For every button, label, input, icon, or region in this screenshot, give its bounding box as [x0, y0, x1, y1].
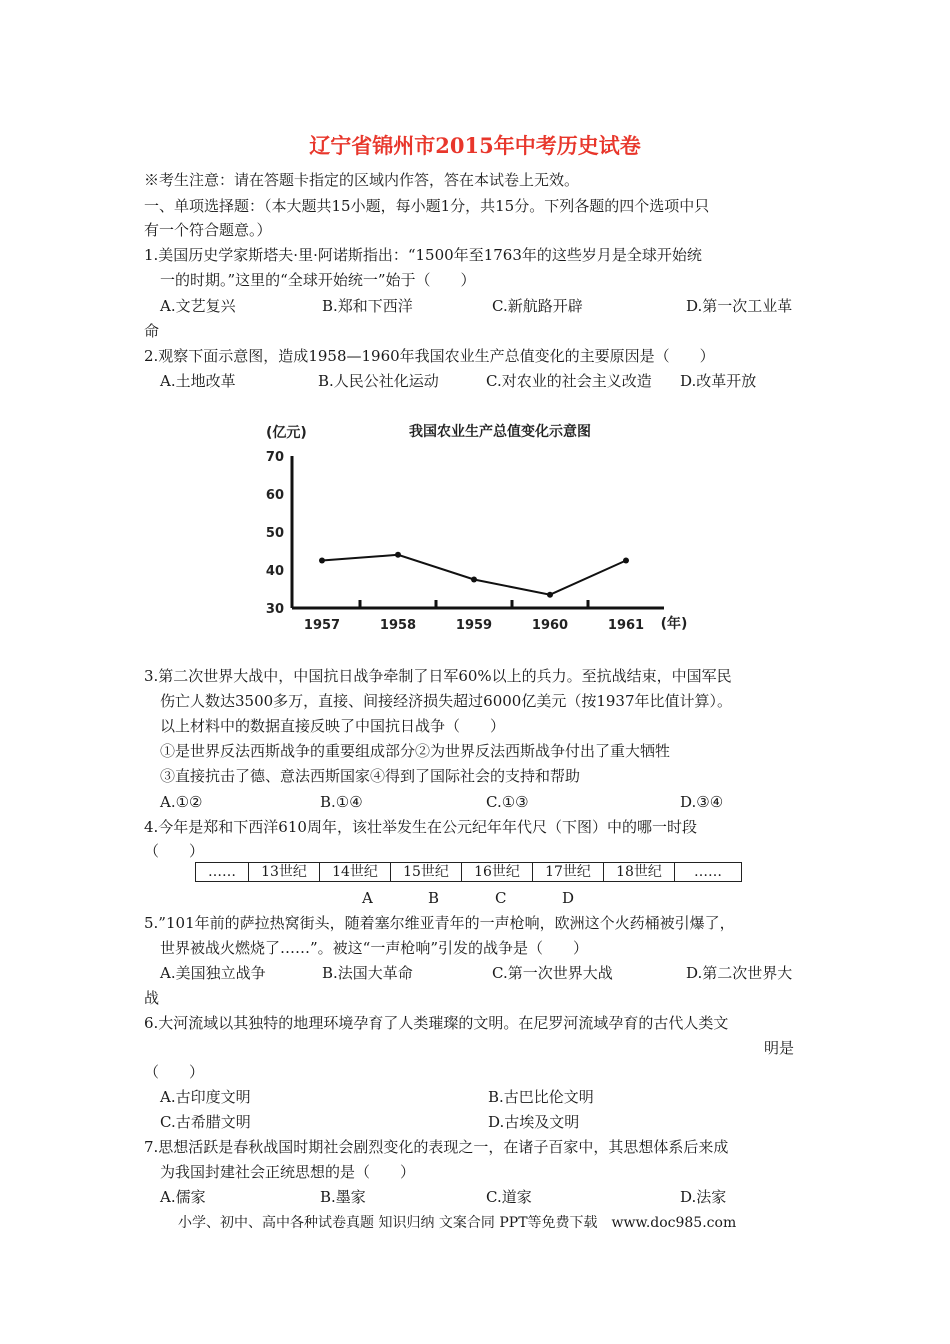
page-title: 辽宁省锦州市2015年中考历史试卷: [309, 133, 641, 158]
timeline-cell: ……: [675, 863, 742, 882]
q6-option-a: A.古印度文明: [160, 1088, 251, 1106]
timeline-cell: 17世纪: [533, 863, 604, 882]
q5-option-d: D.第二次世界大: [686, 964, 793, 982]
chart-ylabel: (亿元): [266, 425, 307, 441]
x-tick-label: 1959: [455, 618, 493, 633]
q2-stem: 2.观察下面示意图，造成1958—1960年我国农业生产总值变化的主要原因是（ ）: [144, 347, 715, 365]
y-tick-label: 40: [265, 564, 284, 579]
q5-option-c: C.第一次世界大战: [492, 964, 613, 982]
q7-option-a: A.儒家: [160, 1188, 206, 1206]
x-tick-label: 1961: [607, 618, 645, 633]
timeline-mark-a: A: [362, 889, 373, 907]
q7-option-b: B.墨家: [320, 1188, 366, 1206]
q2-option-c: C.对农业的社会主义改造: [486, 372, 652, 390]
q1-stem-line2: 一的时期。”这里的“全球开始统一”始于（ ）: [160, 271, 476, 289]
y-tick-label: 30: [265, 602, 284, 617]
q3-option-c: C.①③: [486, 793, 529, 811]
q1-stem-line1: 1.美国历史学家斯塔夫·里·阿诺斯指出：“1500年至1763年的这些岁月是全球开始统: [144, 246, 702, 264]
y-tick-label: 60: [265, 488, 284, 503]
q6-option-c: C.古希腊文明: [160, 1113, 251, 1131]
q6-option-d: D.古埃及文明: [488, 1113, 580, 1131]
q6-stem-line1-wrap: 明是: [764, 1039, 795, 1057]
chart-xlabel: (年): [660, 616, 688, 632]
q3-statement-line2: ③直接抗击了德、意法西斯国家④得到了国际社会的支持和帮助: [160, 767, 581, 785]
data-point: [319, 558, 325, 564]
x-tick-label: 1960: [531, 618, 569, 633]
q3-stem-line3: 以上材料中的数据直接反映了中国抗日战争（ ）: [160, 717, 506, 735]
q6-option-b: B.古巴比伦文明: [488, 1088, 594, 1106]
q5-stem-line1: 5.”101年前的萨拉热窝街头，随着塞尔维亚青年的一声枪响，欧洲这个火药桶被引爆了，: [144, 914, 735, 932]
q7-stem-line1: 7.思想活跃是春秋战国时期社会剧烈变化的表现之一，在诸子百家中，其思想体系后来成: [144, 1138, 729, 1156]
timeline-cell: 15世纪: [391, 863, 462, 882]
q1-option-b: B.郑和下西洋: [322, 297, 413, 315]
timeline-ruler: [195, 862, 742, 882]
section-heading-line2: 有一个符合题意。）: [144, 221, 272, 239]
q3-statement-line1: ①是世界反法西斯战争的重要组成部分②为世界反法西斯战争付出了重大牺牲: [160, 742, 671, 760]
x-tick-label: 1957: [303, 618, 341, 633]
q3-stem-line2: 伤亡人数达3500多万，直接、间接经济损失超过6000亿美元（按1937年比值计算）。: [160, 692, 733, 710]
q1-option-d: D.第一次工业革: [686, 297, 793, 315]
q3-stem-line1: 3.第二次世界大战中，中国抗日战争牵制了日军60%以上的兵力。至抗战结束，中国军民: [144, 667, 732, 685]
q1-option-d-wrap: 命: [144, 322, 160, 340]
q2-option-a: A.土地改革: [160, 372, 236, 390]
data-point: [471, 577, 477, 583]
timeline-cell: 16世纪: [462, 863, 533, 882]
q3-option-b: B.①④: [320, 793, 363, 811]
timeline-mark-d: D: [562, 889, 575, 907]
agriculture-output-chart: [250, 410, 710, 645]
page-footer: 小学、初中、高中各种试卷真题 知识归纳 文案合同 PPT等免费下载 www.doc985.com: [178, 1215, 737, 1231]
timeline-mark-c: C: [495, 889, 507, 907]
chart-title: 我国农业生产总值变化示意图: [409, 424, 591, 440]
q6-stem-line2: （ ）: [144, 1063, 205, 1081]
q3-option-d: D.③④: [680, 793, 724, 811]
exam-notice: ※考生注意：请在答题卡指定的区域内作答，答在本试卷上无效。: [144, 171, 580, 189]
q4-stem-line2: （ ）: [144, 842, 205, 860]
q5-stem-line2: 世界被战火燃烧了……”。被这“一声枪响”引发的战争是（ ）: [160, 939, 589, 957]
q5-option-d-wrap: 战: [144, 989, 160, 1007]
data-point: [623, 558, 629, 564]
timeline-cell: ……: [196, 863, 249, 882]
q7-stem-line2: 为我国封建社会正统思想的是（ ）: [160, 1163, 416, 1181]
series-line: [322, 555, 626, 595]
x-tick-label: 1958: [379, 618, 417, 633]
q2-option-b: B.人民公社化运动: [318, 372, 439, 390]
q5-option-b: B.法国大革命: [322, 964, 413, 982]
q7-option-c: C.道家: [486, 1188, 532, 1206]
q1-option-a: A.文艺复兴: [160, 297, 236, 315]
q5-option-a: A.美国独立战争: [160, 964, 266, 982]
data-point: [395, 552, 401, 558]
q6-stem-line1: 6.大河流域以其独特的地理环境孕育了人类璀璨的文明。在尼罗河流域孕育的古代人类文: [144, 1014, 729, 1032]
y-tick-label: 50: [265, 526, 284, 541]
q7-option-d: D.法家: [680, 1188, 727, 1206]
q4-stem-line1: 4.今年是郑和下西洋610周年，该壮举发生在公元纪年年代尺（下图）中的哪一时段: [144, 818, 697, 836]
q1-option-c: C.新航路开辟: [492, 297, 583, 315]
section-heading-line1: 一、单项选择题：（本大题共15小题，每小题1分，共15分。下列各题的四个选项中只: [144, 197, 710, 215]
timeline-mark-b: B: [428, 889, 440, 907]
timeline-cell: 18世纪: [604, 863, 675, 882]
y-tick-label: 70: [265, 450, 284, 465]
q3-option-a: A.①②: [160, 793, 203, 811]
q2-option-d: D.改革开放: [680, 372, 757, 390]
data-point: [547, 592, 553, 598]
timeline-cell: 14世纪: [320, 863, 391, 882]
timeline-cell: 13世纪: [249, 863, 320, 882]
